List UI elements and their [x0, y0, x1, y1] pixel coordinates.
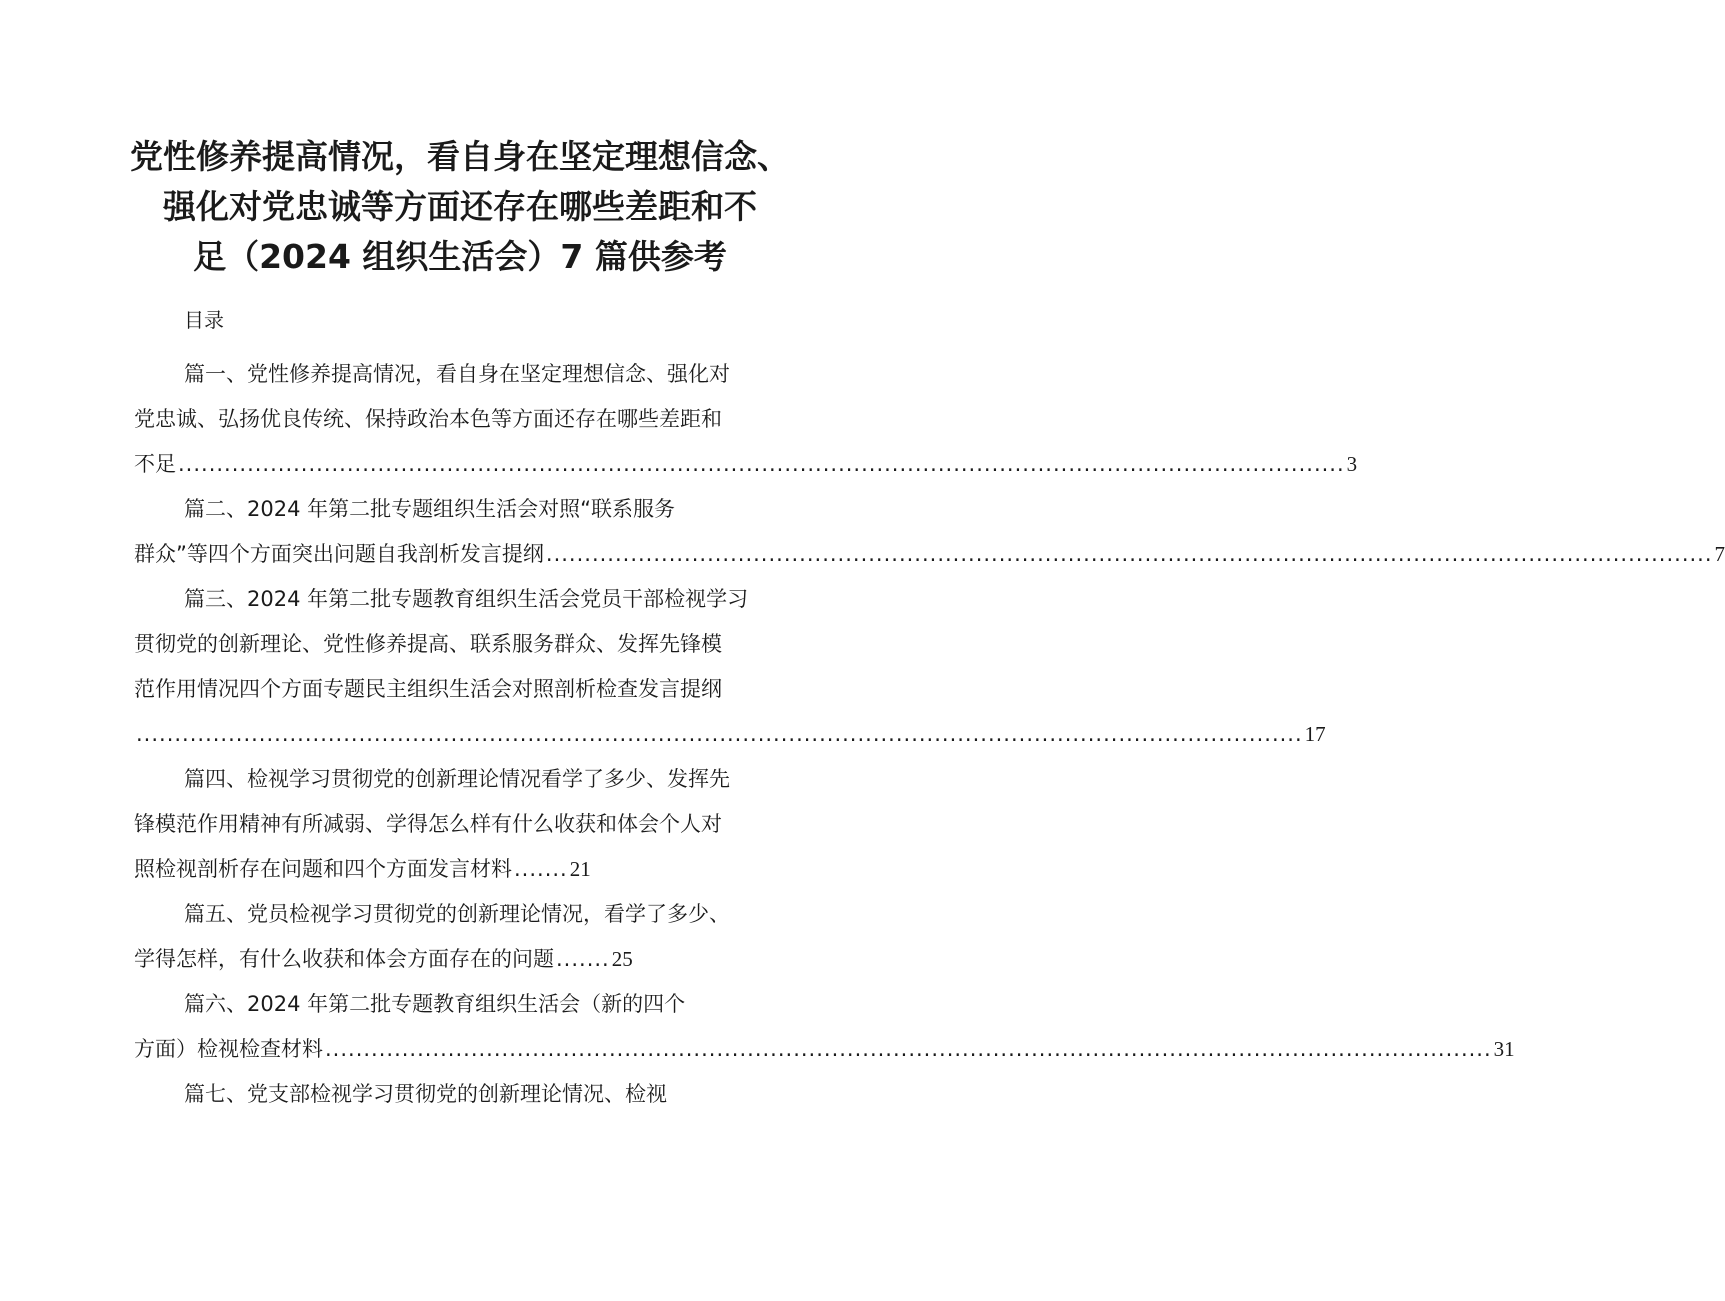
toc-page-number: 3: [1346, 452, 1358, 476]
toc-entry-text: 贯彻党的创新理论、党性修养提高、联系服务群众、发挥先锋模: [134, 632, 722, 656]
dot-leader: ........................................................................................................................................................: [545, 542, 1713, 566]
toc-entry-text: 照检视剖析存在问题和四个方面发言材料: [134, 857, 512, 881]
toc-entry-last-line: [134, 532, 1725, 577]
toc-entry-4[interactable]: [134, 757, 784, 892]
toc-entry-last-line: [134, 937, 784, 982]
toc-entry-last-line: [134, 442, 1358, 487]
toc-page-number: 25: [611, 947, 633, 971]
toc-entry-text: 党忠诚、弘扬优良传统、保持政治本色等方面还存在哪些差距和: [134, 407, 722, 431]
toc-page-number: 21: [569, 857, 591, 881]
title-line-2: 强化对党忠诚等方面还存在哪些差距和不: [163, 187, 757, 226]
dot-leader: ........................................................................................................................................................: [325, 1037, 1492, 1061]
document-title: [100, 132, 820, 282]
toc-entry-text: 方面）检视检查材料: [134, 1037, 323, 1061]
toc-entry-text: 锋模范作用精神有所减弱、学得怎么样有什么收获和体会个人对: [134, 812, 722, 836]
toc-entry-5[interactable]: [134, 892, 784, 982]
toc-entry-text: 篇三、2024 年第二批专题教育组织生活会党员干部检视学习: [184, 587, 749, 611]
toc-entry-text: 篇一、党性修养提高情况，看自身在坚定理想信念、强化对: [184, 362, 730, 386]
toc-entry-last-line: [134, 712, 1326, 757]
toc-heading: 目录: [184, 308, 224, 332]
toc-entry-6[interactable]: [134, 982, 1515, 1072]
dot-leader: ........................................................................................................................................................: [178, 452, 1345, 476]
toc-page-number: 7: [1714, 542, 1725, 566]
toc-entry-2[interactable]: [134, 487, 1725, 577]
toc-entry-text: 篇五、党员检视学习贯彻党的创新理论情况，看学了多少、: [184, 902, 730, 926]
toc-entry-text: 篇六、2024 年第二批专题教育组织生活会（新的四个: [184, 992, 686, 1016]
title-line-1: 党性修养提高情况，看自身在坚定理想信念、: [130, 137, 790, 176]
dot-leader: ........................................................................................................................................................: [136, 722, 1303, 746]
toc-entry-text: 篇二、2024 年第二批专题组织生活会对照“联系服务: [184, 497, 675, 521]
toc-entry-text: 篇七、党支部检视学习贯彻党的创新理论情况、检视: [184, 1082, 667, 1106]
toc-entry-text: 范作用情况四个方面专题民主组织生活会对照剖析检查发言提纲: [134, 677, 722, 701]
toc-entry-text: 学得怎样，有什么收获和体会方面存在的问题: [134, 947, 554, 971]
table-of-contents: [134, 352, 1725, 1117]
dot-leader: .......: [556, 947, 610, 971]
toc-entry-text: 群众”等四个方面突出问题自我剖析发言提纲: [134, 542, 544, 566]
toc-entry-1[interactable]: [134, 352, 1358, 487]
toc-entry-last-line: [134, 847, 784, 892]
toc-page-number: 17: [1304, 722, 1326, 746]
toc-entry-text: 不足: [134, 452, 176, 476]
dot-leader: .......: [514, 857, 568, 881]
toc-entry-3[interactable]: [134, 577, 1326, 757]
toc-entry-text: 篇四、检视学习贯彻党的创新理论情况看学了多少、发挥先: [184, 767, 730, 791]
title-line-3: 足（2024 组织生活会）7 篇供参考: [193, 237, 727, 276]
toc-page-number: 31: [1493, 1037, 1515, 1061]
toc-entry-last-line: [134, 1027, 1515, 1072]
toc-entry-7[interactable]: [134, 1072, 784, 1117]
